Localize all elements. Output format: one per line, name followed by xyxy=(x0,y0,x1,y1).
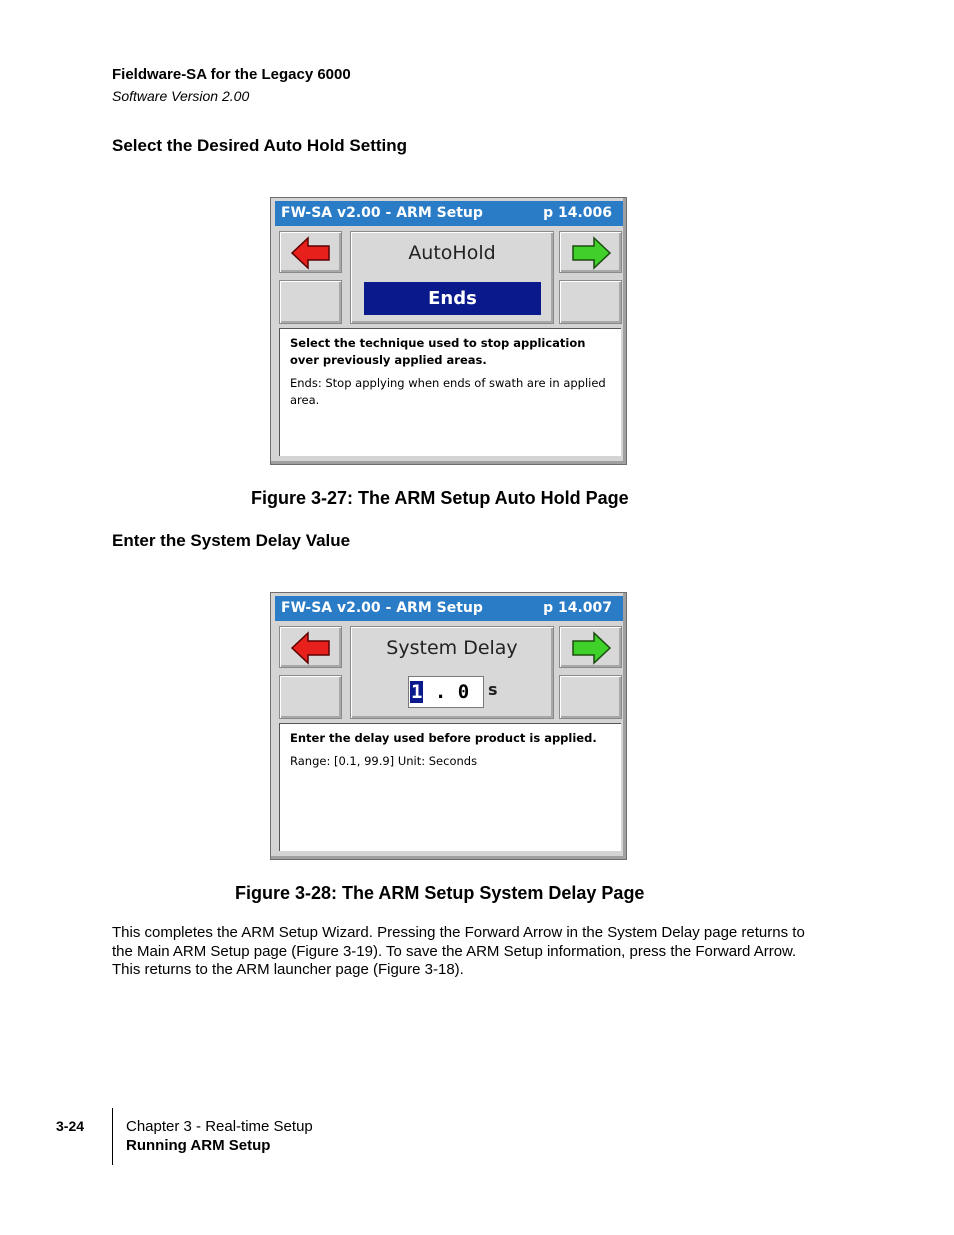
back-arrow-button[interactable] xyxy=(279,626,342,668)
screen-title-bar xyxy=(275,596,623,621)
forward-arrow-icon xyxy=(570,631,612,665)
screen-page-number: p 14.006 xyxy=(543,205,612,221)
back-arrow-icon xyxy=(290,236,332,270)
body-paragraph: This completes the ARM Setup Wizard. Pressing the Forward Arrow in the System Delay page returns to the Main ARM Setup page (Figure 3-19). To save the ARM Setup information, press the Forward Arrow. This returns to the ARM launcher page (Figure 3-18). xyxy=(112,924,805,978)
forward-arrow-button[interactable] xyxy=(559,626,622,668)
figure-caption-3-27: Figure 3-27: The ARM Setup Auto Hold Page xyxy=(251,488,629,508)
screen-title-bar xyxy=(275,201,623,226)
footer-chapter: Chapter 3 - Real-time Setup xyxy=(126,1118,313,1135)
back-arrow-icon xyxy=(290,631,332,665)
footer-section: Running ARM Setup xyxy=(126,1137,271,1154)
setting-label: AutoHold xyxy=(408,242,496,264)
setting-label: System Delay xyxy=(386,637,518,659)
auto-hold-screen xyxy=(270,197,627,465)
setting-panel xyxy=(350,231,554,324)
blank-left-button[interactable] xyxy=(279,280,342,324)
auto-hold-value-selector[interactable]: Ends xyxy=(364,282,541,315)
document-title: Fieldware-SA for the Legacy 6000 xyxy=(112,66,351,83)
blank-left-button[interactable] xyxy=(279,675,342,719)
section-heading-system-delay: Enter the System Delay Value xyxy=(112,531,351,550)
footer-divider xyxy=(112,1108,113,1165)
system-delay-input[interactable] xyxy=(408,676,484,708)
screen-title: FW-SA v2.00 - ARM Setup xyxy=(281,205,483,221)
help-detail: Range: [0.1, 99.9] Unit: Seconds xyxy=(290,754,478,768)
blank-right-button[interactable] xyxy=(559,280,622,324)
input-rest-digits: . 0 xyxy=(434,681,470,703)
help-detail: Ends: Stop applying when ends of swath are in applied area. xyxy=(290,376,606,407)
section-heading-auto-hold: Select the Desired Auto Hold Setting xyxy=(112,136,408,155)
setting-panel xyxy=(350,626,554,719)
screen-title: FW-SA v2.00 - ARM Setup xyxy=(281,600,483,616)
figure-caption-3-28: Figure 3-28: The ARM Setup System Delay Page xyxy=(235,883,645,903)
help-text-area xyxy=(279,723,621,851)
forward-arrow-icon xyxy=(570,236,612,270)
input-cursor-digit: 1 xyxy=(411,681,423,703)
screen-page-number: p 14.007 xyxy=(543,600,612,616)
software-version: Software Version 2.00 xyxy=(112,88,250,104)
footer-page-number: 3-24 xyxy=(56,1118,85,1134)
help-description: Select the technique used to stop application over previously applied areas. xyxy=(290,336,586,367)
back-arrow-button[interactable] xyxy=(279,231,342,273)
blank-right-button[interactable] xyxy=(559,675,622,719)
unit-label: s xyxy=(488,680,498,699)
help-text-area xyxy=(279,328,621,456)
system-delay-screen xyxy=(270,592,627,860)
forward-arrow-button[interactable] xyxy=(559,231,622,273)
help-description: Enter the delay used before product is applied. xyxy=(290,731,597,745)
